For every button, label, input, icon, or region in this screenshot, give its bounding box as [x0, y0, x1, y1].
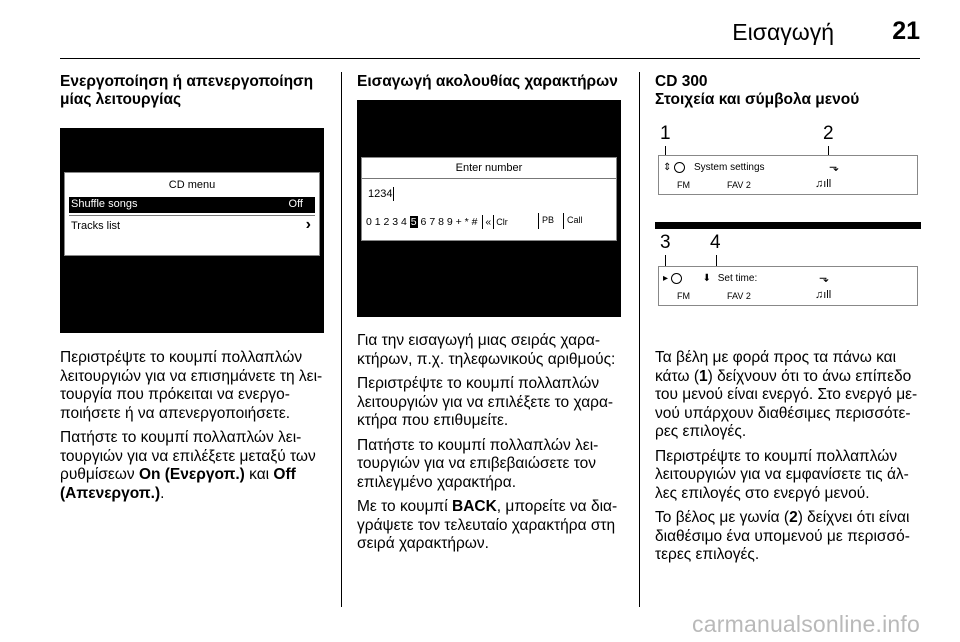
on-label: On (Ενεργοπ.) — [138, 466, 245, 483]
paragraph — [655, 448, 930, 504]
backspace-icon[interactable]: « — [485, 215, 492, 228]
col1-body — [60, 349, 332, 509]
set-time-screen — [658, 266, 918, 306]
text-line: ποιήσετε ή να απενεργοποιήσετε. — [60, 404, 291, 422]
text-line: τερες επιλογές. — [655, 546, 760, 563]
paragraph — [60, 349, 332, 423]
paragraph — [655, 349, 930, 442]
divider — [69, 215, 315, 216]
text-line: διαθέσιμο ένα υπομενού με περισσό- — [655, 527, 910, 545]
paragraph — [60, 429, 332, 503]
screen-title: CD menu — [168, 179, 216, 191]
divider — [493, 215, 494, 229]
input-value: 1234 — [368, 187, 393, 200]
down-arrow-icon: ⬇ — [702, 273, 711, 285]
text-line: λειτουργιών για να επισημάνετε τη λει- — [60, 367, 323, 385]
cd-menu-display — [60, 128, 324, 333]
text-line: Περιστρέψτε το κουμπί πολλαπλών — [655, 447, 898, 465]
text-line: λειτουργιών για να εμφανίσετε τις άλ- — [655, 466, 909, 483]
enter-number-screen — [361, 157, 617, 241]
clear-button[interactable]: Clr — [496, 216, 508, 227]
enter-number-display — [357, 100, 621, 317]
heading-line: CD 300 — [655, 73, 708, 90]
menu-row — [663, 162, 765, 173]
paragraph — [655, 509, 930, 565]
char-options: 0 1 2 3 4 — [366, 215, 410, 228]
menu-title: Set time: — [717, 273, 758, 285]
section-heading-cd300 — [655, 73, 859, 109]
heading-line: μίας λειτουργίας — [60, 91, 182, 108]
section-heading-char-entry: Εισαγωγή ακολουθίας χαρακτήρων — [357, 73, 618, 90]
paragraph — [357, 375, 632, 431]
up-down-arrow-icon: ⇕ — [663, 162, 672, 174]
screen-2-area — [655, 229, 921, 333]
signal-strength-icon: ♫ıll — [815, 178, 832, 190]
text-span: κάτω ( — [655, 367, 699, 385]
callout-3: 3 — [660, 232, 671, 253]
section-heading-toggle — [60, 73, 330, 109]
text-line: λες επιλογές στο ενεργό μενού. — [655, 484, 870, 502]
text-span: και — [244, 466, 274, 483]
text-line: τουργιών για να επιλέξετε μεταξύ των — [60, 447, 316, 465]
char-options: 6 7 8 9 + * # — [417, 215, 481, 228]
submenu-arrow-icon: ⬎ — [819, 271, 830, 285]
text-span: . — [160, 484, 165, 502]
text-line: Πατήστε το κουμπί πολλαπλών λει- — [357, 436, 599, 454]
cd-menu-screen — [64, 172, 320, 256]
header-rule — [60, 58, 920, 59]
paragraph — [357, 498, 632, 554]
text-span: Το βέλος με γωνία ( — [655, 509, 790, 526]
menu-item-value: Off — [288, 198, 303, 210]
heading-line: Ενεργοποίηση ή απενεργοποίηση — [60, 73, 314, 90]
off-label: Off — [273, 466, 296, 483]
divider — [482, 215, 483, 229]
off-label-greek: (Απενεργοπ.) — [60, 484, 161, 502]
menu-item-label: Shuffle songs — [71, 198, 138, 210]
divider — [362, 178, 616, 179]
screen-title: Enter number — [455, 162, 523, 174]
submenu-arrow-icon: ⬎ — [829, 160, 840, 174]
text-line: Για την εισαγωγή μιας σειράς χαρα- — [357, 332, 600, 349]
menu-item-label: Tracks list — [71, 220, 121, 232]
back-label: BACK — [452, 498, 497, 515]
text-cursor — [393, 187, 394, 201]
text-span: ) δείχνουν ότι το άνω επίπεδο — [707, 367, 912, 385]
character-selector[interactable] — [366, 215, 508, 229]
text-line: τουργία που πρόκειται να ενεργο- — [60, 386, 290, 403]
column-divider-1 — [341, 72, 342, 607]
page-number: 21 — [892, 17, 920, 45]
col2-body — [357, 332, 632, 560]
text-line: νού υπάρχουν διαθέσιμες περισσότε- — [655, 404, 911, 422]
menu-title: System settings — [693, 162, 765, 174]
text-line: ρες επιλογές. — [655, 423, 747, 440]
band-label: FM — [677, 291, 690, 301]
text-line: σειρά χαρακτήρων. — [357, 535, 489, 552]
paragraph — [357, 332, 632, 369]
favorites-label: FAV 2 — [727, 180, 751, 190]
band-label: FM — [677, 180, 690, 190]
signal-strength-icon: ♫ıll — [815, 289, 832, 301]
callout-ref: 2 — [789, 509, 798, 526]
menu-item-tracks-list[interactable] — [69, 216, 315, 235]
clock-icon — [671, 273, 682, 284]
right-arrow-icon: ▸ — [663, 273, 669, 285]
text-line: επιλεγμένο χαρακτήρα. — [357, 473, 517, 491]
phonebook-button[interactable]: PB — [542, 215, 555, 225]
col3-body — [655, 349, 930, 571]
heading-line: Στοιχεία και σύμβολα μενού — [655, 91, 860, 108]
divider — [538, 213, 539, 229]
callout-4: 4 — [710, 232, 721, 253]
screen-1-area — [655, 118, 921, 222]
selected-char[interactable]: 5 — [410, 215, 417, 228]
callout-ref: 1 — [699, 367, 708, 385]
text-line: τουργιών για να επιβεβαιώσετε τον — [357, 455, 597, 472]
menu-item-shuffle-songs[interactable] — [69, 197, 315, 213]
system-settings-screen — [658, 155, 918, 195]
callout-2: 2 — [823, 123, 834, 144]
text-line: Πατήστε το κουμπί πολλαπλών λει- — [60, 429, 302, 446]
text-span: ) δείχνει ότι είναι — [797, 509, 910, 526]
clock-icon — [674, 162, 685, 173]
number-input[interactable] — [368, 187, 394, 201]
favorites-label: FAV 2 — [727, 291, 751, 301]
text-span: Με το κουμπί — [357, 498, 452, 515]
cd300-display — [655, 118, 921, 333]
watermark: carmanualsonline.info — [692, 611, 920, 637]
text-line: Περιστρέψτε το κουμπί πολλαπλών — [60, 349, 303, 366]
text-line: κτήρων, π.χ. τηλεφωνικούς αριθμούς: — [357, 350, 616, 368]
paragraph — [357, 437, 632, 493]
text-line: κτήρα που επιθυμείτε. — [357, 412, 509, 429]
text-line: γράψετε τον τελευταίο χαρακτήρα στη — [357, 516, 616, 534]
callout-1: 1 — [660, 123, 671, 144]
text-span: ρυθμίσεων — [60, 466, 139, 483]
menu-row — [663, 273, 757, 284]
chevron-right-icon: › — [305, 216, 311, 233]
page-header-title: Εισαγωγή — [732, 19, 834, 45]
call-button[interactable]: Call — [567, 215, 583, 225]
text-line: Περιστρέψτε το κουμπί πολλαπλών — [357, 375, 600, 392]
text-span: , μπορείτε να δια- — [496, 498, 618, 515]
text-line: λειτουργιών για να επιλέξετε το χαρα- — [357, 393, 614, 411]
text-line: του μενού είναι ενεργό. Στο ενεργό με- — [655, 386, 918, 403]
text-line: Τα βέλη με φορά προς τα πάνω και — [655, 349, 897, 366]
divider — [563, 213, 564, 229]
column-divider-2 — [639, 72, 640, 607]
